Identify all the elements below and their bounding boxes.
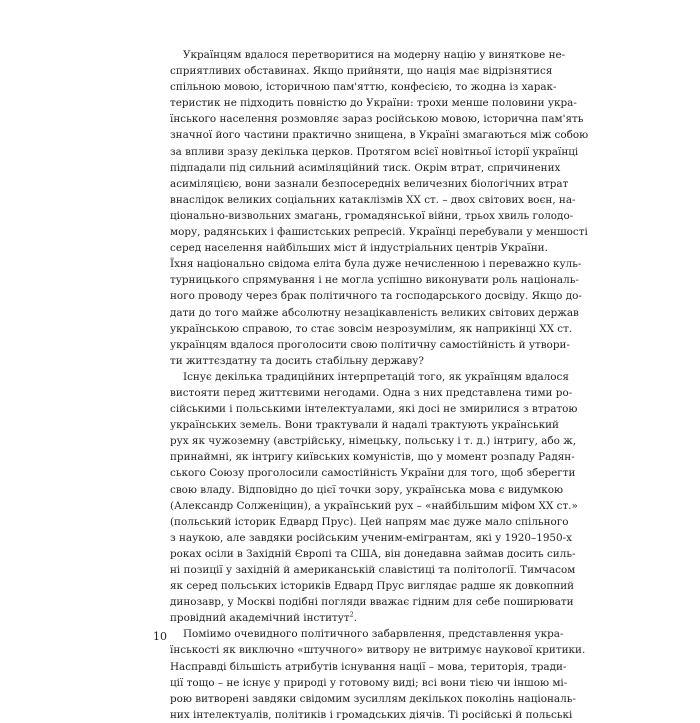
text-line: Українцям вдалося перетворитися на модерну націю у виняткове не- xyxy=(183,49,566,61)
text-line: рух як чужоземну (австрійську, німецьку, польську і т. д.) інтригу, або ж, xyxy=(170,435,577,448)
text-line: динозавр, у Москві подібні погляди вважає гідним для себе поширювати xyxy=(170,596,574,609)
text-line: ного проводу через брак політичного та господарського досвіду. Якщо до- xyxy=(170,290,582,303)
text-fragment: провідний академічний інститут xyxy=(170,612,350,625)
text-line: ції тощо – не існує у природі у готовому виді; всі вони тією чи іншою мі- xyxy=(170,676,568,689)
text-line: українських земель. Вони трактували й надалі трактують український xyxy=(170,419,559,432)
text-line: асиміляцією, вони зазнали безпосередніх величезних біологічних втрат xyxy=(170,177,569,190)
text-line: роках осіли в Західній Європі та США, він донедавна займав досить силь- xyxy=(170,547,576,560)
text-line: свою владу. Відповідно до цієї точки зору, українська мова є видумкою xyxy=(170,483,564,496)
text-line: за впливи зразу декілька церков. Протягом всієї новітньої історії українці xyxy=(170,145,579,158)
text-line: спільною мовою, історичною пам'яттю, конфесією, то жодна із харак- xyxy=(170,81,557,94)
paragraph-1 xyxy=(170,47,589,369)
text-line: з наукою, але завдяки російським ученим-емігрантам, які у 1920–1950-х xyxy=(170,531,573,544)
text-line: Насправді більшість атрибутів існування нації – мова, територія, тради- xyxy=(170,660,567,673)
text-line: підпадали під сильний асиміляційний тиск. Окрім втрат, спричинених xyxy=(170,161,561,174)
footnote-marker[interactable]: 2 xyxy=(349,610,354,619)
text-line: турницького спрямування і не могла успішно виконувати роль національ- xyxy=(170,274,579,287)
text-line: їнськості як виключно «штучного» витвору не витримує наукової критики. xyxy=(170,644,586,657)
text-line: теристик не підходить повністю до України: трохи менше половини укра- xyxy=(170,97,577,110)
text-line: них інтелектуалів, політиків і громадських діячів. Ті російські й польські xyxy=(170,708,573,721)
text-line: дати до того майже абсолютну незацікавленість великих світових держав xyxy=(170,306,579,319)
text-line: ти життєздатну та досить стабільну державу? xyxy=(170,354,424,367)
text-line: вистояти перед життєвими негодами. Одна з них представлена тими ро- xyxy=(170,386,573,399)
text-line: сійськими і польськими інтелектуалами, які досі не змирилися з втратою xyxy=(170,403,578,416)
text-line: серед населення найбільших міст й індустріальних центрів України. xyxy=(170,242,548,255)
paragraph-3 xyxy=(170,626,586,723)
text-line: ні позиції у західній й американській славістиці та політології. Тимчасом xyxy=(170,564,576,576)
text-line: сприятливих обставинах. Якщо прийняти, що нація має відрізнятися xyxy=(170,65,553,78)
text-line: українцям вдалося проголосити свою політичну самостійність й утвори- xyxy=(170,338,570,351)
text-line: внаслідок великих соціальних катаклізмів XX ст. – двох світових воєн, на- xyxy=(170,193,576,206)
text-line: рою витворені завдяки свідомим зусиллям декількох поколінь національ- xyxy=(170,692,576,705)
text-line: їнського населення розмовляє зараз російською мовою, історична пам'ять xyxy=(170,113,584,126)
page-number: 10 xyxy=(153,630,167,643)
text-line: (польський історик Едвард Прус). Цей напрям має дуже мало спільного xyxy=(170,515,569,528)
text-line: ціонально-визвольних змагань, громадянської війни, трьох хвиль голодо- xyxy=(170,209,574,222)
text-line: провідний академічний інститут$^2$. xyxy=(170,610,358,625)
body-text xyxy=(170,47,589,723)
text-line: Їхня національно свідома еліта була дуже нечисленною і переважно куль- xyxy=(170,258,582,271)
text-line: (Александр Солженіцин), а український рух – «найбільшим міфом XX ст.» xyxy=(170,499,578,512)
text-line: Поміимо очевидного політичного забарвлення, представлення укра- xyxy=(183,628,564,641)
text-line: Існує декілька традиційних інтерпретацій того, як українцям вдалося xyxy=(183,370,569,383)
text-line: як серед польських істориків Едвард Прус виглядає радше як довкопний xyxy=(170,580,575,593)
text-line: принаймні, як інтригу київських комуністів, що у момент розпаду Радян- xyxy=(170,451,575,464)
text-line: українською справою, то стає зовсім незрозумілим, як наприкінці XX ст. xyxy=(170,322,573,335)
paragraph-2 xyxy=(170,369,578,627)
text-line: мору, радянських і фашистських репресій. Українці перебували у меншості xyxy=(170,226,588,239)
text-line: значної його частини практично знищена, в Україні змагаються між собою xyxy=(170,129,589,142)
text-line: ського Союзу проголосили самостійність України для того, щоб зберегти xyxy=(170,467,576,480)
